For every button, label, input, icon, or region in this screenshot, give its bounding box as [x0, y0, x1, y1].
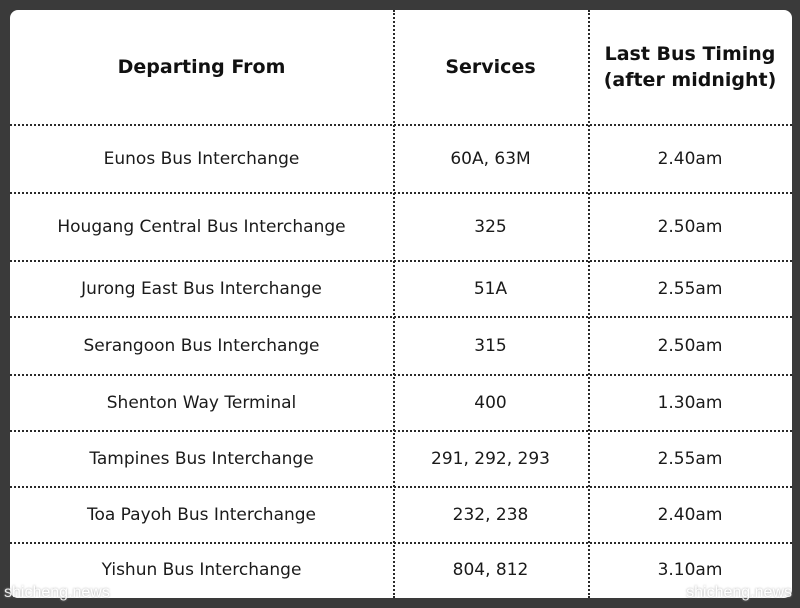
bus-timing-table: [10, 10, 792, 598]
table-row-from: Shenton Way Terminal: [106, 393, 297, 413]
table-row-services: 804, 812: [452, 560, 529, 580]
table-row-time: 2.55am: [657, 449, 723, 469]
table-row-time: 2.50am: [657, 336, 723, 356]
table-row-from: Tampines Bus Interchange: [89, 449, 314, 469]
table-row-services: 60A, 63M: [450, 149, 531, 169]
table-row-time: 2.40am: [657, 505, 723, 525]
header-last-bus-line2: (after midnight): [603, 69, 777, 91]
table-row-time: 2.55am: [657, 279, 723, 299]
table-row-from: Eunos Bus Interchange: [103, 149, 300, 169]
table-row-time: 2.50am: [657, 217, 723, 237]
table-row-services: 291, 292, 293: [431, 449, 550, 469]
watermark-right: shicheng.news: [686, 584, 792, 601]
watermark-left: shicheng.news: [4, 584, 110, 601]
table-row-services: 315: [474, 336, 507, 356]
table-row-time: 2.40am: [657, 149, 723, 169]
header-last-bus-line1: Last Bus Timing: [604, 43, 776, 65]
table-row-services: 232, 238: [452, 505, 529, 525]
table-row-from: Serangoon Bus Interchange: [83, 336, 320, 356]
table-row-from: Yishun Bus Interchange: [101, 560, 302, 580]
header-services: Services: [445, 56, 536, 78]
header-last-bus-timing: [588, 10, 792, 124]
table-row-from: Jurong East Bus Interchange: [81, 279, 322, 299]
table-row-time: 3.10am: [657, 560, 723, 580]
table-row-from: Hougang Central Bus Interchange: [57, 217, 346, 237]
table-row-time: 1.30am: [657, 393, 723, 413]
table-row-from: Toa Payoh Bus Interchange: [86, 505, 317, 525]
table-row-services: 325: [474, 217, 507, 237]
table-row-services: 51A: [473, 279, 508, 299]
table-row-services: 400: [474, 393, 507, 413]
header-departing-from: Departing From: [117, 56, 286, 78]
